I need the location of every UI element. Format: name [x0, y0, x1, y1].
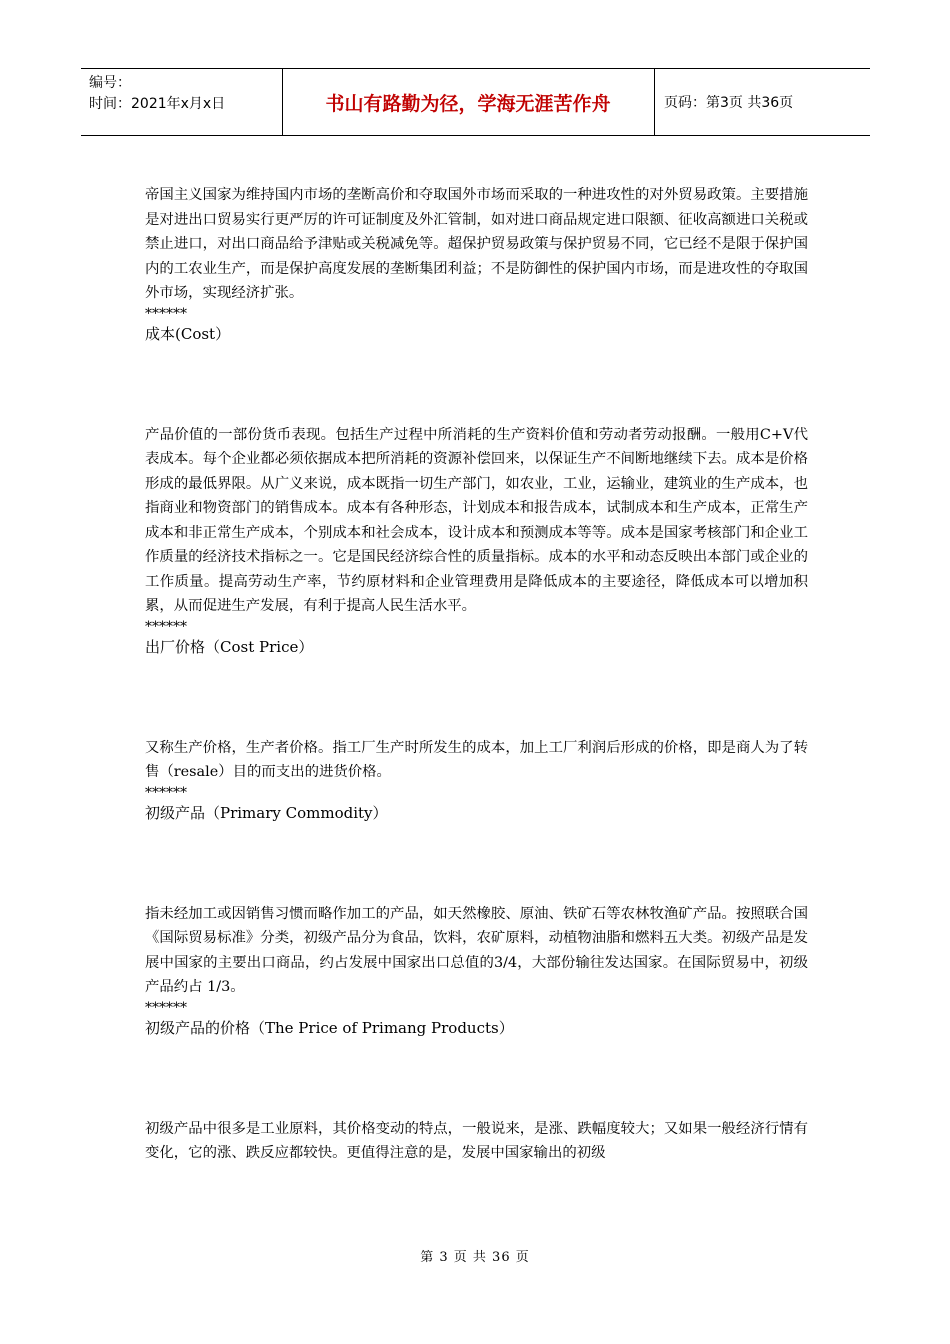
header-motto: 书山有路勤为径，学海无涯苦作舟 — [325, 92, 611, 115]
header-meta — [89, 73, 279, 115]
term-heading: 成本(Cost） — [145, 324, 231, 343]
term-heading: 初级产品（Primary Commodity） — [145, 803, 388, 822]
paragraph: 产品价值的一部份货币表现。包括生产过程中所消耗的生产资料价值和劳动者劳动报酬。一般用C+V代表成本。每个企业都必须依据成本把所消耗的资源补偿回来，以保证生产不间断地继续下去。成本是价格形成的最低界限。从广义来说，成本既指一切生产部门，如农业，工业，运输业，建筑业的生产成本，也指商业和物资部门的销售成本。成本有各种形态，计划成本和报告成本，试制成本和生产成本，正常生产成本和非正常生产成本，个别成本和社会成本，设计成本和预测成本等等。成本是国家考核部门和企业工作质量的经济技术指标之一。它是国民经济综合性的质量指标。成本的水平和动态反映出本部门或企业的工作质量。提高劳动生产率，节约原材料和企业管理费用是降低成本的主要途径，降低成本可以增加积累，从而促进生产发展，有利于提高人民生活水平。 — [145, 426, 808, 614]
time-label: 时间：2021年x月x日 — [89, 96, 226, 112]
page-header — [81, 68, 870, 136]
page-footer: 第 3 页 共 36 页 — [420, 1250, 530, 1265]
header-divider-right — [654, 69, 655, 135]
separator: ****** — [145, 618, 187, 635]
paragraph: 又称生产价格，生产者价格。指工厂生产时所发生的成本，加上工厂利润后形成的价格，即是商人为了转售（resale）目的而支出的进货价格。 — [145, 739, 808, 780]
separator: ****** — [145, 784, 187, 801]
separator: ****** — [145, 305, 187, 322]
paragraph: 指未经加工或因销售习惯而略作加工的产品，如天然橡胶、原油、铁矿石等农林牧渔矿产品。按照联合国《国际贸易标准》分类，初级产品分为食品，饮料，农矿原料，动植物油脂和燃料五大类。初级产品是发展中国家的主要出口商品，约占发展中国家出口总值的3/4，大部份输往发达国家。在国际贸易中，初级产品约占 1/3。 — [145, 905, 808, 995]
paragraph: 帝国主义国家为维持国内市场的垄断高价和夺取国外市场而采取的一种进攻性的对外贸易政策。主要措施是对进出口贸易实行更严厉的许可证制度及外汇管制，如对进口商品规定进口限额、征收高额进口关税或禁止进口，对出口商品给予津贴或关税减免等。超保护贸易政策与保护贸易不同，它已经不是限于保护国内的工农业生产，而是保护高度发展的垄断集团利益；不是防御性的保护国内市场，而是进攻性的夺取国外市场，实现经济扩张。 — [145, 187, 808, 301]
separator: ****** — [145, 999, 187, 1016]
term-heading: 初级产品的价格（The Price of Primang Products） — [145, 1018, 514, 1037]
paragraph: 初级产品中很多是工业原料，其价格变动的特点，一般说来，是涨、跌幅度较大；又如果一般经济行情有变化，它的涨、跌反应都较快。更值得注意的是，发展中国家输出的初级 — [145, 1120, 808, 1161]
number-label: 编号： — [89, 75, 131, 91]
document-body — [145, 183, 808, 1166]
header-page-info: 页码：第3页 共36页 — [664, 95, 794, 111]
term-heading: 出厂价格（Cost Price） — [145, 637, 314, 656]
